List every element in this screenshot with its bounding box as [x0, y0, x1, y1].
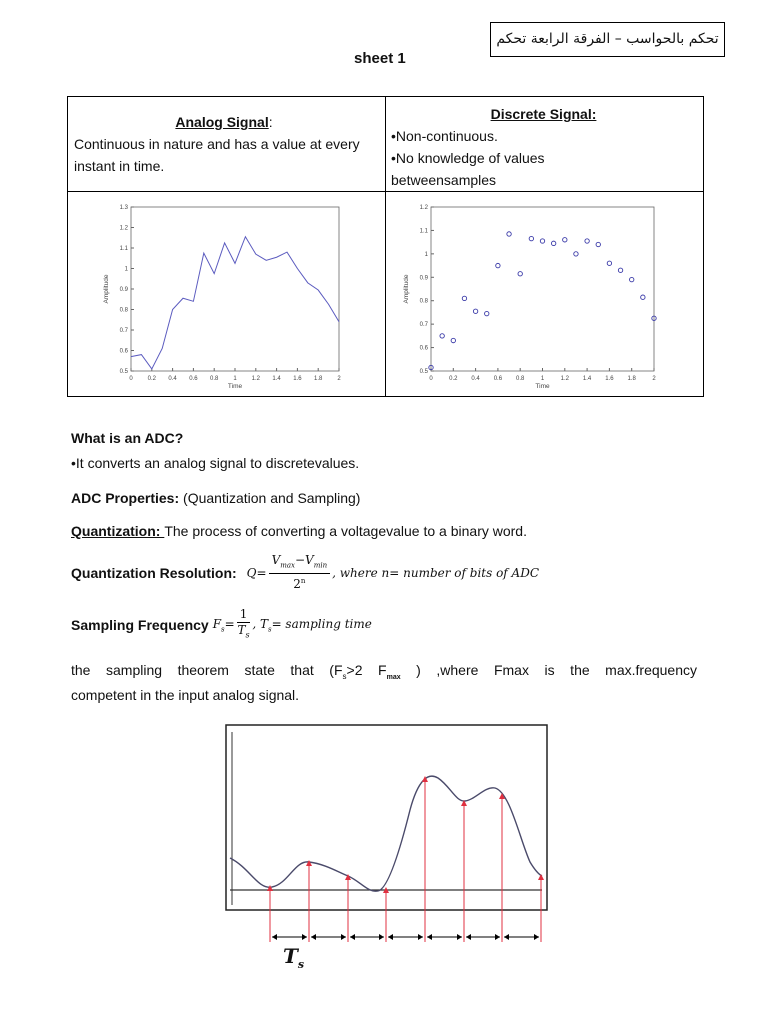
arrowhead-left: [388, 934, 393, 940]
x-tick-label: 1.2: [560, 376, 569, 382]
y-tick-label: 0.7: [119, 328, 128, 334]
colon: :: [268, 114, 273, 130]
formula-q: Q=: [246, 565, 267, 580]
adc-question: What is an ADC?: [71, 430, 184, 446]
y-tick-label: 0.6: [119, 348, 128, 355]
x-tick-label: 0: [129, 376, 133, 382]
x-tick-label: 1.6: [293, 376, 302, 382]
y-tick-label: 1.3: [119, 205, 128, 211]
formula-one: 1: [237, 607, 251, 623]
x-tick-label: 2: [652, 376, 656, 382]
y-tick-label: 0.9: [419, 275, 428, 282]
discrete-signal-chart: [401, 197, 666, 393]
y-tick-label: 0.5: [419, 369, 428, 375]
sampling-theorem-line1: the sampling theorem state that ($F_s>2$ $F_{max}$ ) ,where Fmax is the max.frequency: [71, 662, 698, 681]
y-tick-label: 0.6: [419, 345, 428, 352]
quantization-definition: Quantization: The process of converting a voltagevalue to a binary word.: [71, 523, 527, 539]
y-tick-label: 0.5: [119, 369, 128, 375]
sample-marker: [422, 776, 428, 782]
sample-marker: [345, 874, 351, 880]
y-tick-label: 1.1: [119, 246, 128, 252]
formula-numerator: $V_{max}-V_{min}$: [269, 553, 331, 574]
page-title: sheet 1: [354, 50, 406, 67]
arrowhead-left: [427, 934, 432, 940]
x-tick-label: 0.8: [516, 376, 525, 382]
table-divider: [385, 97, 386, 396]
sample-marker: [267, 885, 273, 891]
sampling-frequency-row: [71, 607, 372, 642]
y-tick-label: 0.8: [419, 298, 428, 305]
x-tick-label: 0.8: [210, 376, 219, 382]
quantization-resolution-row: [71, 553, 539, 592]
formula-ts-def: , $T_s=$ sampling time: [252, 616, 372, 633]
sample-marker: [538, 874, 544, 880]
sample-marker: [461, 800, 467, 806]
arrowhead-right: [341, 934, 346, 940]
arrowhead-left: [311, 934, 316, 940]
x-tick-label: 0.6: [189, 376, 198, 382]
y-tick-label: 1: [124, 266, 128, 273]
x-tick-label: 0.6: [493, 376, 503, 382]
x-axis-label: Time: [227, 383, 243, 390]
discrete-bullet: •No knowledge of values betweensamples: [391, 150, 545, 188]
x-tick-label: 0.2: [449, 376, 458, 382]
formula-fs: $F_s=$: [212, 616, 235, 633]
x-axis-label: Time: [535, 383, 550, 390]
y-axis-label: Amplitude: [103, 274, 110, 304]
y-tick-label: 0.7: [419, 322, 428, 329]
formula-denominator: 2$^n$: [293, 577, 306, 592]
x-tick-label: 1.2: [251, 376, 260, 382]
x-tick-label: 1.6: [605, 376, 614, 382]
plot-frame: [431, 207, 654, 371]
y-tick-label: 1.2: [419, 205, 428, 211]
quantization-resolution-label: Quantization Resolution:: [71, 564, 237, 581]
analog-signal-chart: [101, 197, 351, 393]
y-axis-label: Amplitude: [403, 274, 410, 304]
discrete-cell: [391, 103, 696, 191]
arrowhead-left: [350, 934, 355, 940]
diagram-frame: [226, 725, 547, 910]
x-tick-label: 0: [429, 376, 433, 382]
x-tick-label: 2: [337, 376, 341, 382]
arrowhead-left: [504, 934, 509, 940]
x-tick-label: 1.8: [314, 376, 323, 382]
y-tick-label: 1.2: [119, 225, 128, 232]
sample-marker: [306, 860, 312, 866]
x-tick-label: 1: [540, 376, 545, 382]
sample-marker: [499, 793, 505, 799]
arrowhead-right: [302, 934, 307, 940]
arrowhead-left: [466, 934, 471, 940]
arrowhead-right: [534, 934, 539, 940]
analog-curve: [230, 776, 542, 891]
formula-ts: $T_s$: [237, 623, 250, 640]
table-divider: [68, 191, 703, 192]
plot-frame: [131, 207, 339, 371]
arrowhead-right: [495, 934, 500, 940]
sampling-theorem-line2: competent in the input analog signal.: [71, 687, 300, 703]
x-tick-label: 0.4: [168, 376, 177, 382]
sample-marker: [383, 887, 389, 893]
arrowhead-right: [457, 934, 462, 940]
discrete-bullet: •Non-continuous.: [391, 128, 498, 144]
signal-table: [67, 96, 704, 397]
x-tick-label: 1.4: [582, 376, 592, 382]
adc-properties: ADC Properties: (Quantization and Sampling): [71, 490, 361, 506]
arrowhead-right: [418, 934, 423, 940]
x-tick-label: 1.4: [272, 376, 281, 382]
arrowhead-right: [379, 934, 384, 940]
y-tick-label: 0.9: [119, 287, 128, 293]
ts-label: $T_s$: [283, 944, 305, 971]
analog-heading: Analog Signal: [175, 114, 269, 130]
formula-fraction: [269, 553, 331, 592]
y-tick-label: 0.8: [119, 307, 128, 314]
x-tick-label: 0.2: [147, 376, 156, 382]
course-header-box: تحكم بالحواسب – الفرقة الرابعة تحكم: [490, 22, 725, 57]
sampling-frequency-label: Sampling Frequency: [71, 616, 209, 633]
y-tick-label: 1: [424, 251, 428, 258]
discrete-heading: Discrete Signal:: [490, 106, 597, 122]
adc-answer: •It converts an analog signal to discretevalues.: [71, 455, 360, 471]
x-tick-label: 1.8: [627, 376, 636, 382]
y-tick-label: 1.1: [419, 228, 428, 235]
x-tick-label: 1: [233, 376, 237, 382]
formula-where: , where n= number of bits of ADC: [332, 565, 540, 580]
analog-cell: [74, 111, 374, 177]
x-tick-label: 0.4: [471, 376, 480, 382]
formula-fraction: [237, 607, 251, 642]
analog-text: Continuous in nature and has a value at every instant in time.: [74, 136, 360, 174]
arrowhead-left: [272, 934, 277, 940]
